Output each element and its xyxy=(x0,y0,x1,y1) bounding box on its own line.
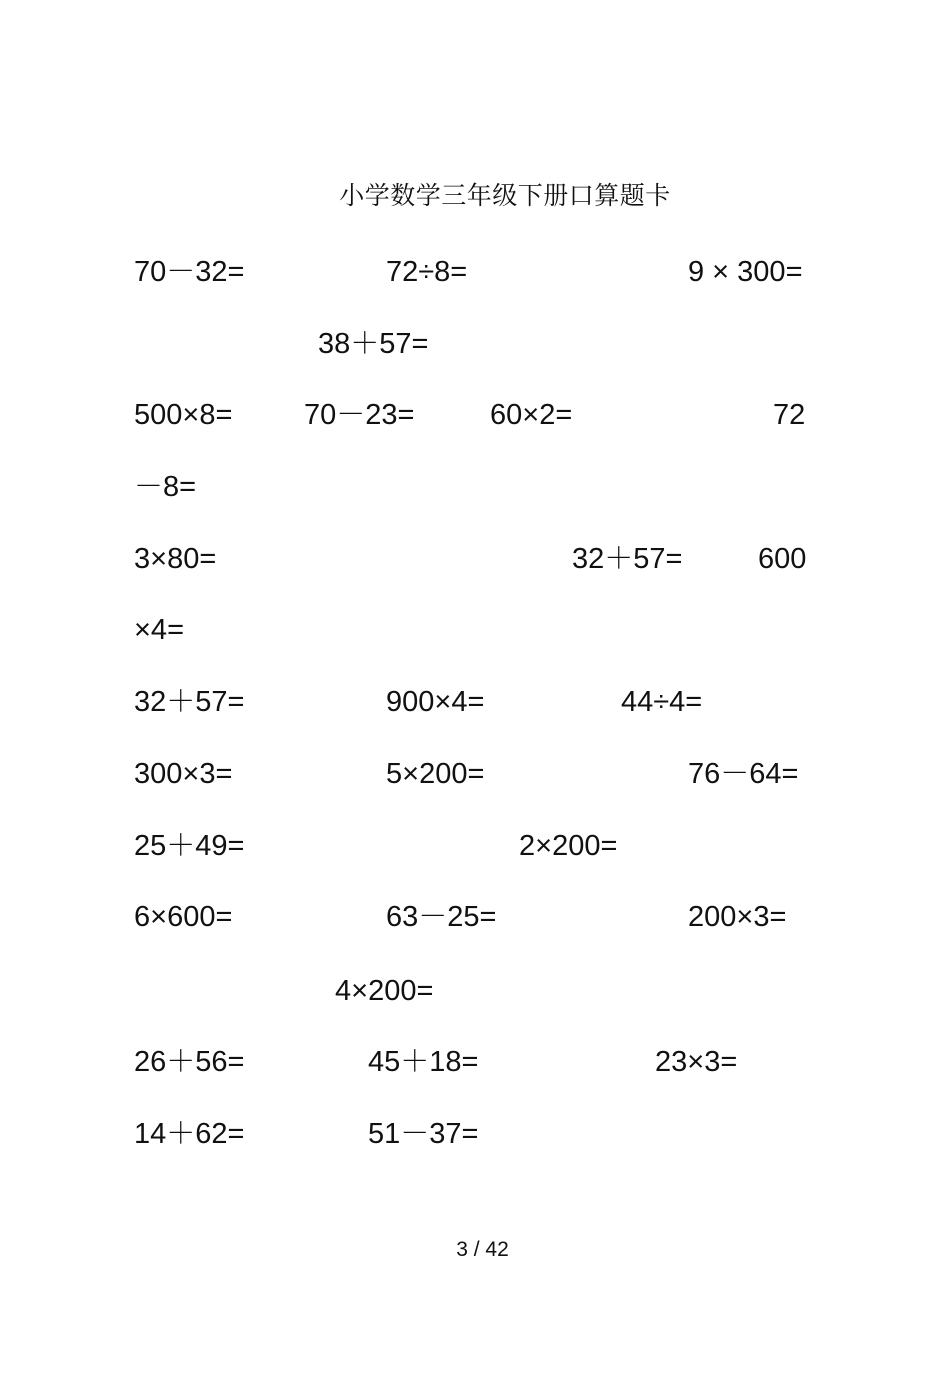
problem: 4×200= xyxy=(335,975,434,1007)
problem: 76－64= xyxy=(688,758,799,790)
problem: 32＋57= xyxy=(134,686,245,718)
problem: 70－32= xyxy=(134,256,245,288)
problem: 9 × 300= xyxy=(688,256,803,288)
problem: 25＋49= xyxy=(134,830,245,862)
problem: 14＋62= xyxy=(134,1118,245,1150)
problem: 23×3= xyxy=(655,1046,738,1078)
problem: 900×4= xyxy=(386,686,485,718)
problem: 500×8= xyxy=(134,399,233,431)
problem: 70－23= xyxy=(304,399,415,431)
problem: 38＋57= xyxy=(318,328,429,360)
problem: 600 xyxy=(758,543,807,575)
problem: －8= xyxy=(134,471,197,503)
problem: 26＋56= xyxy=(134,1046,245,1078)
problem: 51－37= xyxy=(368,1118,479,1150)
problem: ×4= xyxy=(134,614,184,646)
problem: 72 xyxy=(773,399,806,431)
problem: 32＋57= xyxy=(572,543,683,575)
problem: 44÷4= xyxy=(621,686,703,718)
problem: 5×200= xyxy=(386,758,485,790)
problem: 200×3= xyxy=(688,901,787,933)
problem: 60×2= xyxy=(490,399,573,431)
problem: 63－25= xyxy=(386,901,497,933)
problem: 3×80= xyxy=(134,543,217,575)
problem: 300×3= xyxy=(134,758,233,790)
problem: 45＋18= xyxy=(368,1046,479,1078)
problem: 2×200= xyxy=(519,830,618,862)
problem: 72÷8= xyxy=(386,256,468,288)
page-title: 小学数学三年级下册口算题卡 xyxy=(339,181,671,210)
problem: 6×600= xyxy=(134,901,233,933)
page-indicator: 3 / 42 xyxy=(456,1238,509,1261)
